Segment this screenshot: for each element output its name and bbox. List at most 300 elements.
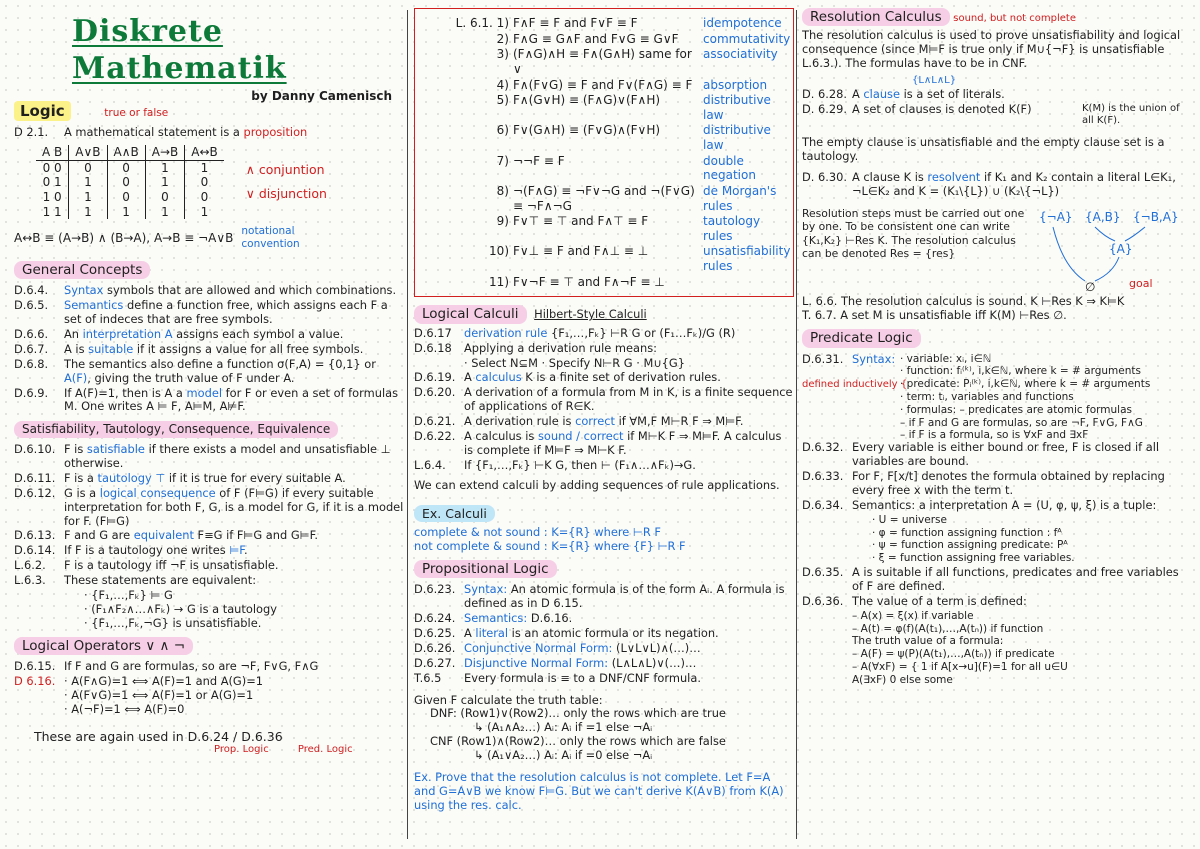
table-header: A B <box>36 145 69 160</box>
law-item <box>423 47 785 76</box>
operators-footer: These are again used in D.6.24 / D.6.36 <box>34 728 283 744</box>
definition-post: if it is true for every suitable A. <box>165 470 346 485</box>
derivation-steps: · Select N⊆M · Specify N⊢R G · M∪{G} <box>464 355 685 370</box>
definition-post: if there exists a model and unsatisfiable ⊥ otherwise. <box>64 441 391 470</box>
law-formula: (F∧G)∧H ≡ F∧(G∧H) same for ∨ <box>513 47 692 76</box>
definition-item <box>14 284 406 298</box>
definition-text: Every variable is either bound or free, F is closed if all variables are bound. <box>852 440 1160 469</box>
definition-post: assigns each symbol a value. <box>172 326 344 341</box>
calculi-heading: Logical Calculi <box>414 305 527 323</box>
definition-pre: The semantics also define a function σ(F,A) = {0,1} or <box>64 356 376 371</box>
definition-text <box>464 327 794 341</box>
def-6-35: D.6.35. A is suitable if all functions, predicates and free variables of F are defined. <box>802 565 1179 593</box>
definition-item <box>414 415 794 429</box>
table-cell: 0 1 <box>42 175 62 190</box>
law-number: 9) <box>496 214 509 229</box>
equivalence-item: · {F₁,…,Fₖ,¬G} is unsatisfiable. <box>84 615 262 630</box>
law-item <box>423 93 785 122</box>
law-formula: F∨⊥ ≡ F and F∧⊥ ≡ ⊥ <box>513 244 649 259</box>
def-6-31: D.6.31. Syntax: · variable: xᵢ, i∈ℕ · function: fᵢ⁽ᵏ⁾, i,k∈ℕ, where k = # arguments · predicate: Pᵢ⁽ᵏ⁾, i,k∈ℕ, where k = # arguments · term: tᵢ, variables and functions · formulas: – predicates are atomic formulas – if F and G are formulas, so are ¬F, F∨G, F∧G – if F is a formula, so is ∀xF and ∃xF <box>802 353 1192 443</box>
definition-text: For F, F[x/t] denotes the formula obtained by replacing every free x with the term t. <box>852 469 1165 498</box>
definition-pre: If A(F)=1, then is A a <box>64 385 187 400</box>
definition-term: Semantics <box>64 298 124 313</box>
definition-term: tautology ⊤ <box>97 470 166 485</box>
truth-table-intro: Given F calculate the truth table: <box>414 692 603 707</box>
law-number: 8) <box>496 183 509 198</box>
definition-item <box>414 430 794 458</box>
value-line: The truth value of a formula: <box>852 635 1004 648</box>
tree-goal-label: goal <box>1129 277 1153 291</box>
table-cell: 0 <box>145 190 185 205</box>
definition-id: D.6.24. <box>414 611 456 626</box>
law-item <box>423 123 785 152</box>
semantics-item: · ξ = function assigning free variables. <box>872 552 1075 565</box>
value-line: – A(x) = ξ(x) if variable <box>852 609 974 622</box>
operators-heading: Logical Operators ∨ ∧ ¬ <box>14 637 193 655</box>
definition-pre: A derivation of a formula from M in K, is a finite sequence of applications of R∈K. <box>464 385 793 414</box>
definition-id: D.6.7. <box>14 341 49 356</box>
definition-pre: A derivation rule is <box>464 414 576 429</box>
excalculi-line-2: not complete & sound : K={R} where {F} ⊢R F <box>414 538 686 553</box>
definition-id: D.6.11. <box>14 470 56 485</box>
table-cell: 1 <box>145 160 185 175</box>
definition-pre: If F is a tautology one writes <box>64 543 230 558</box>
definition-id: D.6.19. <box>414 370 456 385</box>
definition-id: D.6.25. <box>414 625 456 640</box>
law-number: 2) <box>496 31 509 46</box>
resolution-steps: Resolution steps must be carried out one by one. To be consistent one can write {K₁,K₂} ⊢Res K. The resolution calculus can be denoted Res = {res} <box>802 207 1025 260</box>
def-6-29: D. 6.29. A set of clauses is denoted K(F) K(M) is the union of all K(F). <box>802 102 1180 127</box>
law-name: tautology rules <box>703 214 761 243</box>
definition-term: model <box>186 385 222 400</box>
definition-item <box>14 529 406 543</box>
table-cell: 1 0 <box>42 189 62 204</box>
definition-text <box>64 443 406 471</box>
definition-post: {F₁,…,Fₖ} ⊢R G or (F₁…Fₖ)/G (R) <box>547 325 736 340</box>
table-cell: 1 <box>69 205 107 220</box>
law-formula: F∧F ≡ F and F∨F ≡ F <box>513 16 638 30</box>
definition-item <box>802 441 1192 469</box>
definition-id: D.6.21. <box>414 414 456 429</box>
definition-id: D.6.20. <box>414 385 456 400</box>
definition-pre: F is <box>64 441 87 456</box>
definition-text <box>464 415 794 429</box>
syntax-line: · predicate: Pᵢ⁽ᵏ⁾, i,k∈ℕ, where k = # arguments <box>900 378 1151 391</box>
syntax-line: – if F is a formula, so is ∀xF and ∃xF <box>900 429 1089 442</box>
definition-post: K is a finite set of derivation rules. <box>521 370 721 385</box>
definition-post: if ∀M,F M⊢R F ⇒ M⊨F. <box>614 414 744 429</box>
definition-text <box>464 342 794 356</box>
definition-text: Semantics: a interpretation A = (U, φ, ψ, ξ) is a tuple: <box>852 497 1157 512</box>
definition-item <box>14 472 406 486</box>
law-formula: ¬¬F ≡ F <box>513 153 565 168</box>
table-row <box>36 190 224 205</box>
definition-term: correct <box>575 414 615 429</box>
law-name: double negation <box>703 153 756 183</box>
law-name: distributive law <box>703 93 771 122</box>
excalculi-heading: Ex. Calculi <box>414 505 495 522</box>
law-name: absorption <box>703 77 768 92</box>
definition-pre: F is a <box>64 470 98 485</box>
definition-text <box>64 574 406 588</box>
table-cell: 0 <box>107 175 145 190</box>
logic-heading: Logic <box>14 101 71 121</box>
and-label: ∧ conjuntion <box>245 162 325 178</box>
law-number: L. 6.1. 1) <box>455 16 509 30</box>
definition-term: derivation rule <box>464 325 548 340</box>
definition-id: L.6.2. <box>14 558 46 573</box>
law-number: 6) <box>496 123 509 138</box>
convention-note: notational convention <box>241 225 300 250</box>
law-number: 7) <box>496 153 509 168</box>
definition-post: is an atomic formula or its negation. <box>508 625 719 640</box>
law-name: idempotence <box>703 16 782 30</box>
table-cell: 1 <box>145 175 185 190</box>
table-cell: 0 <box>107 190 145 205</box>
law-item <box>423 214 785 243</box>
or-label: ∨ disjunction <box>245 186 327 202</box>
definition-pre: An <box>64 326 83 341</box>
dnf-line-2: ↳ (A₁∧A₂…) Aᵢ: Aᵢ if =1 else ¬Aᵢ <box>474 720 653 735</box>
definition-pre: A calculus is <box>464 429 538 444</box>
definition-post: An atomic formula is of the form Aᵢ. A formula is defined as in D 6.15. <box>464 582 785 611</box>
definition-item <box>414 342 794 356</box>
dnf-line: DNF: (Row1)∨(Row2)… only the rows which are true <box>430 706 726 721</box>
definition-item <box>414 672 794 686</box>
syntax-line: · variable: xᵢ, i∈ℕ <box>900 352 992 365</box>
definition-text <box>64 358 406 386</box>
definition-text <box>464 612 794 626</box>
table-cell: 1 <box>107 205 145 220</box>
definition-post: for F or even a set of formulas M. One writes A ⊨ F, A⊨M, A⊭F. <box>64 385 399 414</box>
table-header: A→B <box>145 145 185 160</box>
logic-note: true or false <box>104 106 169 119</box>
equivalence-item: · (F₁∧F₂∧…∧Fₖ) → G is a tautology <box>84 601 277 616</box>
definition-pre: A is <box>64 341 89 356</box>
operator-rule: · A(F∨G)=1 ⟺ A(F)=1 or A(G)=1 <box>64 688 254 703</box>
definition-term: Semantics: <box>464 611 528 626</box>
definition-term: Syntax <box>64 283 104 298</box>
definition-term: A(F) <box>64 370 88 385</box>
definition-item <box>414 583 794 611</box>
value-line: – A(F) = ψ(P)(A(t₁),…,A(tₙ)) if predicate <box>852 648 1055 661</box>
table-cell: 0 <box>185 190 224 205</box>
law-name: de Morgan's rules <box>703 183 777 213</box>
table-cell: 1 <box>185 160 224 175</box>
definition-post: . <box>243 543 248 558</box>
law-number: 3) <box>496 47 509 62</box>
definition-item <box>14 358 406 386</box>
law-item <box>423 31 791 47</box>
definition-item <box>14 559 406 573</box>
table-cell: 0 <box>69 160 107 175</box>
law-name: commutativity <box>703 31 791 46</box>
definition-pre: Applying a derivation rule means: <box>464 340 658 355</box>
law-formula: F∨¬F ≡ ⊤ and F∧¬F ≡ ⊥ <box>513 274 665 289</box>
operator-rule: · A(F∧G)=1 ⟺ A(F)=1 and A(G)=1 <box>64 674 263 689</box>
definition-term: interpretation A <box>82 326 173 341</box>
definition-item <box>802 470 1192 498</box>
definition-term: ⊨F <box>229 543 244 558</box>
satisfiability-list <box>14 443 406 588</box>
tree-node-not-a: {¬A} <box>1039 210 1073 225</box>
law-number: 10) <box>489 244 509 259</box>
definition-id: D.6.5. <box>14 298 49 313</box>
value-line: A(∃xF) 0 else some <box>852 673 953 686</box>
definition-item <box>414 627 794 641</box>
definition-text <box>64 387 406 415</box>
definition-text <box>464 672 794 686</box>
definition-text <box>464 430 794 458</box>
author: by Danny Camenisch <box>251 89 392 104</box>
definition-item <box>14 328 406 342</box>
semantics-item: · φ = function assigning function : fᴬ <box>872 526 1062 539</box>
definition-text <box>464 459 794 473</box>
definition-id: D.6.13. <box>14 528 56 543</box>
definition-term: sound / correct <box>537 429 624 444</box>
table-header: A∧B <box>107 145 145 160</box>
table-cell: 1 <box>185 205 224 220</box>
clause-note: {L∧L∧L} <box>912 75 957 87</box>
pred-heading: Predicate Logic <box>802 329 921 347</box>
law-formula: F∧(G∨H) ≡ (F∧G)∨(F∧H) <box>513 93 661 108</box>
definition-post: define a function free, which assigns each F a set of indeces that are free symbols. <box>64 298 388 327</box>
calculi-note: We can extend calculi by adding sequences of rule applications. <box>414 477 780 492</box>
definition-post: , giving the truth value of F under A. <box>87 370 295 385</box>
syntax-line: · function: fᵢ⁽ᵏ⁾, i,k∈ℕ, where k = # arguments <box>900 365 1141 378</box>
general-heading: General Concepts <box>14 261 150 279</box>
definition-text <box>464 642 794 656</box>
lemma-6-6: L. 6.6. The resolution calculus is sound. K ⊢Res K ⇒ K⊨K <box>802 294 1125 309</box>
tree-edges-1 <box>1095 227 1145 241</box>
cnf-line-2: ↳ (A₁∨A₂…) Aᵢ: Aᵢ if =0 else ¬Aᵢ <box>474 748 653 763</box>
column-3 <box>802 8 1192 843</box>
def-6-36: D.6.36. The value of a term is defined: <box>802 593 1027 608</box>
law-item <box>423 154 785 183</box>
definition-id: D.6.32. <box>802 440 844 455</box>
table-cell: 1 1 <box>42 204 62 219</box>
definition-text <box>64 284 406 298</box>
table-cell: 1 <box>69 190 107 205</box>
definition-post: F≡G if F⊨G and G⊨F. <box>193 528 318 543</box>
definition-item <box>414 657 794 671</box>
definition-term: calculus <box>475 370 522 385</box>
def-6-30: D. 6.30. A clause K is resolvent if K₁ and K₂ contain a literal L∈K₁, ¬L∈K₂ and K = (K₁\{L}) ∪ (K₂\{¬L}) <box>802 170 1176 199</box>
convention-formula: A↔B ≡ (A→B) ∧ (B→A), A→B ≡ ¬A∨B <box>14 230 234 245</box>
definition-id: D.6.9. <box>14 385 49 400</box>
definition-id: D.6.12. <box>14 485 56 500</box>
definition-id: D.6.23. <box>414 582 456 597</box>
definition-text <box>64 299 406 327</box>
definition-text <box>64 487 406 529</box>
table-cell: 0 <box>107 160 145 175</box>
definition-pre: If {F₁,…,Fₖ} ⊢K G, then ⊢ (F₁∧…∧Fₖ)→G. <box>464 457 696 472</box>
example-resolution: Ex. Prove that the resolution calculus is not complete. Let F=A and G=A∨B we know F⊨G. But we can't derive K(A∨B) from K(A) using the res. calc. <box>414 770 784 812</box>
prop-heading: Propositional Logic <box>414 560 557 578</box>
empty-clause-note: The empty clause is unsatisfiable and the empty clause set is a tautology. <box>802 134 1165 163</box>
law-item <box>423 184 785 213</box>
def-6-28: D. 6.28. A clause is a set of literals. <box>802 87 1005 102</box>
semantics-list <box>802 514 1192 565</box>
page-title: Diskrete Mathematik <box>72 14 287 86</box>
excalculi-line-1: complete & not sound : K={R} where ⊢R F <box>414 524 661 539</box>
calculi-subheading: Hilbert-Style Calculi <box>534 307 647 322</box>
definition-text <box>64 544 406 558</box>
resolution-heading: Resolution Calculus <box>802 8 950 26</box>
definition-id: D.6.17 <box>414 325 452 340</box>
definition-id: T.6.5 <box>414 670 442 685</box>
definition-id: D.6.26. <box>414 640 456 655</box>
definition-pre: G is a <box>64 485 100 500</box>
definition-item <box>414 612 794 626</box>
table-row <box>36 205 224 220</box>
definition-id: D.6.14. <box>14 543 56 558</box>
definition-id: D.6.34. <box>802 497 844 512</box>
table-row <box>36 160 224 175</box>
definition-item <box>414 327 794 341</box>
table-cell: 0 0 <box>42 160 62 175</box>
definition-id: D.6.22. <box>414 429 456 444</box>
resolution-note: sound, but not complete <box>953 13 1076 24</box>
law-formula: F∨(G∧H) ≡ (F∨G)∧(F∨H) <box>513 123 661 138</box>
definition-text <box>464 583 794 611</box>
footer-pred-logic: Pred. Logic <box>297 744 353 756</box>
definition-pre: F is a tautology iff ¬F is unsatisfiable. <box>64 558 279 573</box>
definition-post: (L∧L∧L)∨(…)… <box>608 655 697 670</box>
definition-post: symbols that are allowed and which combinations. <box>103 283 397 298</box>
definition-pre: These statements are equivalent: <box>64 573 257 588</box>
column-divider-2 <box>796 10 797 839</box>
law-item <box>423 16 785 31</box>
table-header: A∨B <box>69 145 107 160</box>
resolution-tree <box>1033 207 1183 295</box>
definition-item <box>414 386 794 414</box>
definition-term: logical consequence <box>99 485 216 500</box>
satisfiability-heading: Satisfiability, Tautology, Consequence, Equivalence <box>14 421 338 438</box>
definition-item <box>414 371 794 385</box>
equivalence-list <box>14 589 406 631</box>
law-formula: F∧G ≡ G∧F and F∨G ≡ G∨F <box>513 31 679 46</box>
law-item <box>423 78 785 93</box>
operator-rule: · A(¬F)=1 ⟺ A(F)=0 <box>64 701 185 716</box>
definition-text <box>64 328 406 342</box>
tree-node-empty: ∅ <box>1085 280 1096 295</box>
law-name: distributive law <box>703 123 771 152</box>
semantics-item: · U = universe <box>872 513 947 526</box>
law-number: 4) <box>496 77 509 92</box>
definition-item <box>14 387 406 415</box>
definition-id: D.6.27. <box>414 655 456 670</box>
definition-item <box>414 459 794 473</box>
definition-id: D.6.33. <box>802 469 844 484</box>
definition-text <box>464 386 794 414</box>
definition-post: if M⊢K F ⇒ M⊨F. A calculus is complete if M⊨F ⇒ M⊢K F. <box>464 429 782 457</box>
definition-text <box>464 627 794 641</box>
definition-text <box>64 343 406 357</box>
syntax-line: · term: tᵢ, variables and functions <box>900 390 1074 403</box>
value-definitions <box>802 610 1192 687</box>
definition-text <box>464 657 794 671</box>
law-formula: ¬(F∧G) ≡ ¬F∨¬G and ¬(F∨G) ≡ ¬F∧¬G <box>513 183 695 213</box>
syntax-line: – if F and G are formulas, so are ¬F, F∨G, F∧G <box>900 416 1143 429</box>
definition-post: if it assigns a value for all free symbols. <box>133 341 364 356</box>
definition-item <box>14 487 406 529</box>
value-line: – A(∀xF) = { 1 if A[x→u](F)=1 for all u∈U <box>852 660 1068 673</box>
definition-id: D.6.4. <box>14 283 49 298</box>
definition-term: equivalent <box>133 528 194 543</box>
equivalence-item: · {F₁,…,Fₖ} ⊨ G <box>84 588 173 603</box>
definition-term: suitable <box>88 341 134 356</box>
cnf-line: CNF (Row1)∧(Row2)… only the rows which are false <box>430 734 726 749</box>
table-cell: 1 <box>145 205 185 220</box>
def-6-15: D.6.15. If F and G are formulas, so are ¬F, F∨G, F∧G <box>14 659 319 674</box>
definition-text <box>64 559 406 573</box>
definition-post: (L∨L∨L)∧(…)… <box>612 640 701 655</box>
definition-pre: A <box>464 370 476 385</box>
definition-id: D.6.10. <box>14 441 56 456</box>
definition-id: L.6.3. <box>14 573 46 588</box>
pred-list <box>802 441 1192 513</box>
definition-item <box>14 343 406 357</box>
law-number: 5) <box>496 93 509 108</box>
law-item <box>423 275 785 290</box>
resolution-intro: The resolution calculus is used to prove unsatisfiability and logical consequence (since M⊨F is true only if M∪{¬F} is unsatisfiable L.6.3.). The formulas have to be in CNF. <box>802 28 1181 71</box>
value-line: – A(t) = φ(f)(A(t₁),…,A(tₙ)) if function <box>852 622 1044 635</box>
definition-post: D.6.16. <box>527 611 573 626</box>
definition-item <box>802 499 1192 513</box>
definition-term: literal <box>475 625 509 640</box>
footer-prop-logic: Prop. Logic <box>214 744 269 756</box>
tree-node-not-b-a: {¬B,A} <box>1133 210 1179 225</box>
definition-id: D.6.6. <box>14 326 49 341</box>
law-name: unsatisfiability rules <box>703 244 791 273</box>
law-item <box>423 244 791 273</box>
definition-text <box>464 371 794 385</box>
law-name: associativity <box>703 47 778 62</box>
law-formula: F∨⊤ ≡ ⊤ and F∧⊤ ≡ F <box>513 214 649 229</box>
definition-item <box>414 642 794 656</box>
tree-node-a: {A} <box>1109 242 1133 257</box>
definition-id: L.6.4. <box>414 457 446 472</box>
definition-item <box>14 544 406 558</box>
column-1 <box>14 8 406 843</box>
table-row <box>36 175 224 190</box>
semantics-item: · ψ = function assigning predicate: Pᴬ <box>872 539 1068 552</box>
calculi-list <box>414 327 794 473</box>
definition-item <box>14 443 406 471</box>
definition-id: D.6.8. <box>14 356 49 371</box>
table-cell: 0 <box>185 175 224 190</box>
table-header: A↔B <box>185 145 224 160</box>
table-cell: 1 <box>69 175 107 190</box>
definition-pre: Every formula is ≡ to a DNF/CNF formula. <box>464 670 701 685</box>
definition-post: of F (F⊨G) if every suitable interpretation for both F, G, is a model for G, if it is a model for F. (F⊨G) <box>64 485 404 528</box>
definition-item <box>14 299 406 327</box>
def-6-16: D 6.16. · A(F∧G)=1 ⟺ A(F)=1 and A(G)=1 · A(F∨G)=1 ⟺ A(F)=1 or A(G)=1 · A(¬F)=1 ⟺ A(F)=0 <box>14 675 406 717</box>
def-2-1: D 2.1. A mathematical statement is a proposition <box>14 125 308 140</box>
definition-item <box>14 574 406 588</box>
laws-box <box>414 8 794 297</box>
definition-term: satisfiable <box>86 441 145 456</box>
law-number: 11) <box>489 274 509 289</box>
defined-inductively-note: defined inductively { <box>802 379 908 391</box>
definition-pre: F and G are <box>64 528 134 543</box>
column-divider-1 <box>407 10 408 839</box>
tree-node-a-b: {A,B} <box>1085 210 1121 225</box>
definition-id: D.6.18 <box>414 340 452 355</box>
column-2 <box>414 8 794 843</box>
theorem-6-7: T. 6.7. A set M is unsatisfiable iff K(M) ⊢Res ∅. <box>802 308 1067 323</box>
